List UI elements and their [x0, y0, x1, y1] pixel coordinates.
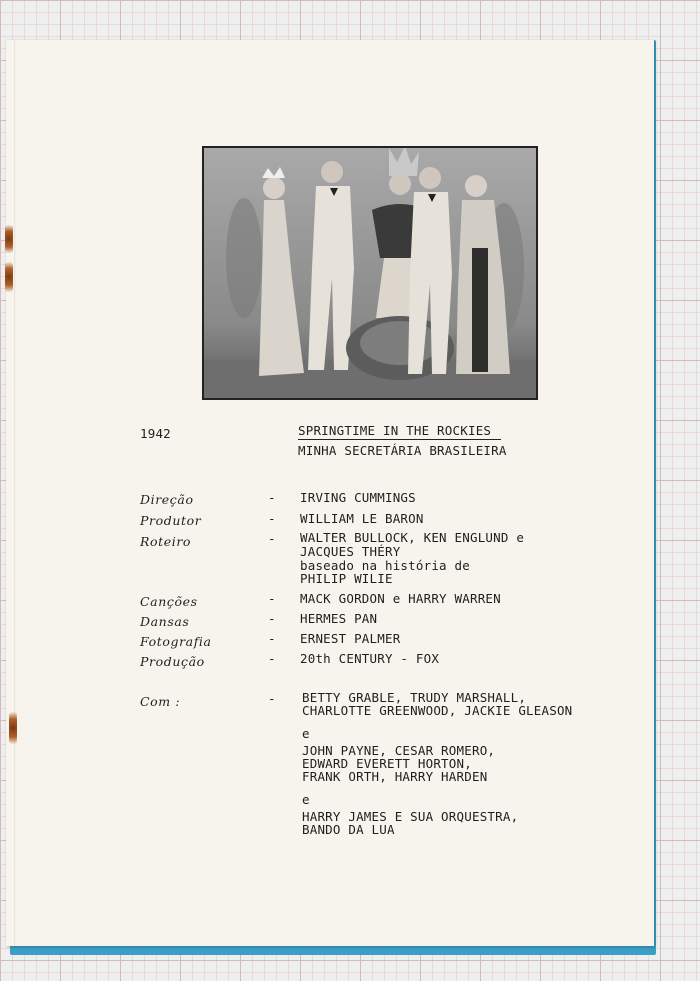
credit-value-fotografia: ERNEST PALMER	[300, 631, 401, 646]
credit-value-direcao: IRVING CUMMINGS	[300, 490, 416, 505]
cast-line-8: HARRY JAMES E SUA ORQUESTRA,	[302, 809, 519, 824]
credit-label-cancoes: Canções	[140, 594, 198, 609]
credit-value-cancoes: MACK GORDON e HARRY WARREN	[300, 591, 501, 606]
credit-dash: -	[268, 490, 276, 505]
credit-dash: -	[268, 591, 276, 606]
film-title: SPRINGTIME IN THE ROCKIES	[298, 424, 501, 440]
credit-value-roteiro-line4: PHILIP WILIE	[300, 571, 393, 586]
film-still-photo	[202, 146, 538, 400]
staple-rust-top	[5, 225, 13, 253]
credit-label-producao: Produção	[140, 654, 205, 669]
year: 1942	[140, 426, 171, 441]
cast-line-6: FRANK ORTH, HARRY HARDEN	[302, 769, 488, 784]
credit-dash: -	[268, 631, 276, 646]
credit-value-roteiro-line2: JACQUES THÉRY	[300, 544, 401, 559]
cast-label: Com :	[140, 694, 181, 709]
binding-edge	[14, 40, 16, 946]
staple-rust-bottom	[9, 712, 17, 744]
cast-line-1: BETTY GRABLE, TRUDY MARSHALL,	[302, 690, 527, 705]
cast-line-4: JOHN PAYNE, CESAR ROMERO,	[302, 743, 496, 758]
credit-dash: -	[268, 511, 276, 526]
credit-value-roteiro-line1: WALTER BULLOCK, KEN ENGLUND e	[300, 530, 525, 545]
credit-label-dansas: Dansas	[140, 614, 190, 629]
credit-dash: -	[268, 531, 276, 546]
cast-line-2: CHARLOTTE GREENWOOD, JACKIE GLEASON	[302, 703, 573, 718]
credit-value-produtor: WILLIAM LE BARON	[300, 511, 424, 526]
film-still-illustration	[204, 148, 536, 398]
credit-label-direcao: Direção	[140, 492, 194, 507]
cast-line-9: BANDO DA LUA	[302, 822, 395, 837]
credit-value-producao: 20th CENTURY - FOX	[300, 651, 440, 666]
credit-label-roteiro: Roteiro	[140, 534, 192, 549]
cast-line-5: EDWARD EVERETT HORTON,	[302, 756, 472, 771]
credit-dash: -	[268, 651, 276, 666]
credit-label-fotografia: Fotografia	[140, 634, 212, 649]
credit-dash: -	[268, 611, 276, 626]
film-subtitle: MINHA SECRETÁRIA BRASILEIRA	[298, 443, 507, 458]
credit-value-roteiro-line3: baseado na história de	[300, 558, 470, 573]
cast-line-3: e	[302, 726, 310, 741]
cast-dash: -	[268, 691, 276, 706]
credit-label-produtor: Produtor	[140, 513, 202, 528]
credit-value-dansas: HERMES PAN	[300, 611, 378, 626]
staple-rust-mid	[5, 262, 13, 292]
cast-line-7: e	[302, 792, 310, 807]
